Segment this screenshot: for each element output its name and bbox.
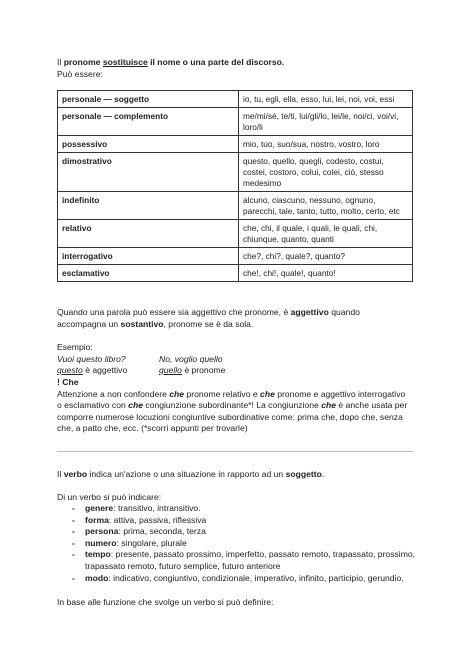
list-item (57, 549, 427, 572)
note-line-4: che, a patto che, ecc. (*scorri appunti per trovarle) (57, 423, 248, 434)
example-block (57, 342, 357, 377)
term-che: che (128, 400, 143, 411)
term-verbo: verbo (63, 469, 88, 479)
term-aggettivo: aggettivo (290, 307, 329, 317)
text: , pronome se è da sola. (163, 318, 254, 329)
pronoun-type: personale — soggetto (58, 91, 239, 108)
puo-essere-line: Può essere: (57, 68, 103, 79)
term-che: che (169, 388, 185, 399)
property-desc: : presente, passato prossimo, imperfetto, passato remoto, trapassato, prossimo, trapassato remoto, futuro semplice, futuro anteriore (85, 549, 416, 571)
table-row (58, 136, 413, 153)
in-base-line: In base alle funzione che svolge un verbo si può definire: (57, 597, 274, 607)
list-item (57, 503, 427, 515)
pronoun-examples: alcuno, ciascuno, nessuno, ognuno, parecchi, tale, tanto, tutto, molto, certo, etc (239, 192, 413, 220)
text: o esclamativo con (57, 400, 129, 411)
example-question: Vuoi questo libro? (57, 353, 126, 364)
word-quello: quello (159, 365, 182, 376)
example-explanation-row (57, 365, 357, 377)
property-name: genere (85, 503, 114, 513)
quando-paragraph (57, 307, 427, 330)
list-item (57, 526, 427, 538)
dash-bullet: - (72, 526, 75, 537)
pronoun-type: indefinito (58, 192, 239, 220)
pronoun-type: relativo (58, 220, 239, 248)
example-row (57, 354, 357, 366)
term-soggetto: soggetto (285, 469, 322, 479)
pronoun-type: interrogativo (58, 248, 239, 265)
property-desc: : indicativo, congiuntivo, condizionale, imperativo, infinito, participio, gerundio. (108, 572, 404, 583)
list-item (57, 515, 427, 527)
text: Quando una parola può essere sia aggettivo che pronome, è (57, 307, 291, 317)
text: . (321, 469, 325, 479)
word-questo: questo (57, 365, 83, 376)
dash-bullet: - (72, 537, 75, 548)
pronoun-table (57, 90, 413, 282)
pronome-definition (57, 57, 427, 69)
dash-bullet: - (72, 572, 75, 583)
pronoun-type: possessivo (58, 136, 239, 153)
list-item (57, 538, 427, 550)
example-answer: No, voglio quello (159, 353, 223, 364)
list-item (57, 573, 427, 585)
text: è pronome (181, 365, 226, 376)
pronoun-examples: mio, tuo, suo/sua, nostro, vostro, loro (239, 136, 413, 153)
property-desc: : transitivo, intransitivo. (113, 503, 201, 513)
term-che: che (260, 388, 275, 399)
note-line-2 (57, 400, 427, 412)
dash-bullet: - (72, 503, 75, 513)
pronoun-examples: che, chi, il quale, i quali, le quali, chi, chiunque, quanto, quanti (239, 220, 413, 248)
text: accompagna un (57, 318, 121, 329)
property-name: modo (85, 572, 109, 583)
pronoun-type: personale — complemento (58, 108, 239, 136)
table-row (58, 248, 413, 265)
dash-bullet: - (72, 549, 75, 560)
text: Attenzione a non confondere (57, 388, 170, 399)
text: è anche usata per (336, 400, 408, 411)
property-name: tempo (85, 549, 111, 560)
note-line-1 (57, 389, 427, 401)
example-label: Esempio: (57, 342, 93, 352)
property-name: persona (85, 526, 119, 537)
quando-line-2 (57, 319, 427, 331)
pronoun-type: esclamativo (58, 265, 239, 282)
note-title: ! Che (57, 377, 79, 387)
text: pronome relativo e (184, 388, 261, 399)
table-row (58, 220, 413, 248)
term-sostantivo: sostantivo (120, 318, 164, 329)
property-desc: : singolare, plurale (116, 537, 187, 548)
text: Il (57, 469, 64, 479)
section-divider (57, 451, 413, 452)
text: pronome e aggettivo interrogativo (274, 388, 406, 399)
dash-bullet: - (72, 514, 75, 525)
intro-paragraph (57, 57, 427, 80)
explanation-1 (57, 365, 159, 377)
text: quando (328, 307, 360, 317)
text: è aggettivo (82, 365, 128, 376)
verbo-definition (57, 469, 427, 481)
che-note (57, 377, 427, 435)
property-desc: : attiva, passiva, riflessiva (108, 514, 207, 525)
table-row (58, 108, 413, 136)
table-row (58, 192, 413, 220)
text: il nome o una parte del discorso. (147, 57, 285, 67)
quando-line-1 (57, 307, 427, 319)
verb-property-list (57, 503, 427, 584)
pronoun-examples: che!, chi!, quale!, quanto! (239, 265, 413, 282)
pronoun-examples: questo, quello, quegli, codesto, costui, costei, costoro, colui, colei, ciò, stesso medesimo (239, 153, 413, 192)
pronoun-type: dimostrativo (58, 153, 239, 192)
term-sostituisce: sostituisce (102, 57, 148, 67)
table-row (58, 265, 413, 282)
text: Il (57, 57, 64, 67)
table-row (58, 153, 413, 192)
term-pronome: pronome (63, 57, 101, 67)
term-che: che (321, 400, 337, 411)
di-un-verbo-line: Di un verbo si può indicare: (57, 492, 162, 502)
property-name: forma (85, 514, 109, 525)
text: congiunzione subordinante*! La congiunzione (142, 400, 322, 411)
pronoun-examples: che?, chi?, quale?, quanto? (239, 248, 413, 265)
note-line-3: comporre numerose locuzioni congiuntive subordinative come: prima che, dopo che, senza (57, 411, 403, 422)
property-desc: : prima, seconda, terza (118, 526, 206, 537)
table-row (58, 91, 413, 108)
pronoun-examples: io, tu, egli, ella, esso, lui, lei, noi, voi, essi (239, 91, 413, 108)
property-name: numero (85, 537, 117, 548)
explanation-2 (159, 365, 225, 377)
pronoun-examples: me/mi/sé, te/ti, lui/gli/lo, lei/le, noi/ci, voi/vi, loro/li (239, 108, 413, 136)
text: indica un'azione o una situazione in rapporto ad un (87, 469, 286, 479)
